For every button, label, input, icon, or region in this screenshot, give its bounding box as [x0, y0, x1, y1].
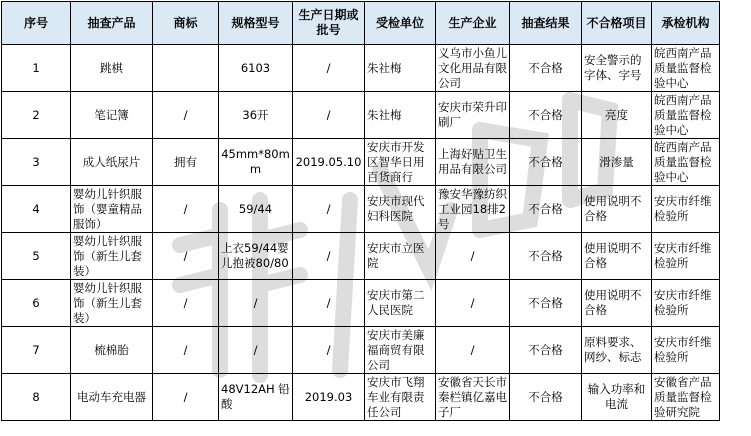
header-result: 抽查结果	[510, 2, 582, 45]
cell-spec: 上衣59/44婴儿抱被80/80	[219, 233, 293, 280]
table-row	[2, 186, 720, 233]
cell-inspected-unit: 安庆市开发区智华日用百货商行	[365, 139, 436, 186]
cell-spec: /	[219, 327, 293, 374]
cell-trademark: /	[153, 374, 219, 421]
header-seq: 序号	[2, 2, 71, 45]
cell-inspected-unit: 安庆市现代妇科医院	[365, 186, 436, 233]
cell-result: 不合格	[510, 92, 582, 139]
cell-failed-items: 输入功率和电流	[582, 374, 652, 421]
cell-manufacturer: /	[436, 233, 510, 280]
header-testing-agency: 承检机构	[652, 2, 720, 45]
cell-production-date: /	[293, 45, 365, 92]
cell-result: 不合格	[510, 233, 582, 280]
cell-spec: 36开	[219, 92, 293, 139]
table-body	[2, 45, 720, 421]
cell-result: 不合格	[510, 327, 582, 374]
cell-product: 婴幼儿针织服饰（新生儿套装）	[71, 233, 153, 280]
cell-testing-agency: 安徽省产品质量监督检验研究院	[652, 374, 720, 421]
cell-result: 不合格	[510, 374, 582, 421]
cell-manufacturer: /	[436, 280, 510, 327]
cell-testing-agency: 皖西南产品质量监督检验中心	[652, 92, 720, 139]
cell-result: 不合格	[510, 139, 582, 186]
cell-inspected-unit: 安庆市第二人民医院	[365, 280, 436, 327]
cell-product: 跳棋	[71, 45, 153, 92]
cell-spec: /	[219, 280, 293, 327]
cell-seq: 7	[2, 327, 71, 374]
cell-trademark: /	[153, 280, 219, 327]
table-row	[2, 327, 720, 374]
header-inspected-unit: 受检单位	[365, 2, 436, 45]
cell-production-date: /	[293, 327, 365, 374]
cell-trademark	[153, 45, 219, 92]
cell-seq: 5	[2, 233, 71, 280]
cell-production-date: 2019.03	[293, 374, 365, 421]
cell-trademark: /	[153, 233, 219, 280]
cell-failed-items: 原料要求、网纱、标志	[582, 327, 652, 374]
cell-manufacturer: 豫安华豫纺织工业园18排2号	[436, 186, 510, 233]
cell-testing-agency: 安庆市纤维检验所	[652, 327, 720, 374]
cell-inspected-unit: 安庆市飞翔车业有限责任公司	[365, 374, 436, 421]
cell-production-date: /	[293, 233, 365, 280]
cell-seq: 3	[2, 139, 71, 186]
cell-production-date: /	[293, 92, 365, 139]
header-failed-items: 不合格项目	[582, 2, 652, 45]
cell-product: 成人纸尿片	[71, 139, 153, 186]
cell-inspected-unit: 安庆市立医院	[365, 233, 436, 280]
cell-result: 不合格	[510, 45, 582, 92]
table-row	[2, 45, 720, 92]
cell-testing-agency: 安庆市纤维检验所	[652, 280, 720, 327]
cell-seq: 4	[2, 186, 71, 233]
cell-manufacturer: 安庆市荣升印刷厂	[436, 92, 510, 139]
cell-manufacturer: 义乌市小鱼儿文化用品有限公司	[436, 45, 510, 92]
sampling-results-table	[1, 1, 720, 421]
cell-failed-items: 安全警示的字体、字号	[582, 45, 652, 92]
table-row	[2, 233, 720, 280]
cell-manufacturer: 上海好贴卫生用品有限公司	[436, 139, 510, 186]
cell-product: 笔记簿	[71, 92, 153, 139]
cell-product: 电动车充电器	[71, 374, 153, 421]
table-row	[2, 374, 720, 421]
cell-production-date: /	[293, 186, 365, 233]
cell-failed-items: 使用说明不合格	[582, 233, 652, 280]
cell-failed-items: 使用说明不合格	[582, 280, 652, 327]
cell-product: 婴幼儿针织服饰（新生儿套装）	[71, 280, 153, 327]
cell-testing-agency: 安庆市纤维检验所	[652, 186, 720, 233]
cell-trademark: /	[153, 327, 219, 374]
cell-manufacturer: 安徽省天长市秦栏镇亿嘉电子厂	[436, 374, 510, 421]
cell-spec: 59/44	[219, 186, 293, 233]
cell-spec: 48V12AH 铅酸	[219, 374, 293, 421]
cell-seq: 8	[2, 374, 71, 421]
cell-production-date: /	[293, 280, 365, 327]
header-product: 抽查产品	[71, 2, 153, 45]
cell-spec: 6103	[219, 45, 293, 92]
header-trademark: 商标	[153, 2, 219, 45]
header-spec: 规格型号	[219, 2, 293, 45]
table-row	[2, 92, 720, 139]
cell-inspected-unit: 朱社梅	[365, 45, 436, 92]
cell-seq: 2	[2, 92, 71, 139]
cell-testing-agency: 皖西南产品质量监督检验中心	[652, 139, 720, 186]
cell-product: 婴幼儿针织服饰（婴童精品服饰）	[71, 186, 153, 233]
header-production-date: 生产日期或批号	[293, 2, 365, 45]
cell-failed-items: 亮度	[582, 92, 652, 139]
cell-production-date: 2019.05.10	[293, 139, 365, 186]
cell-failed-items: 滑渗量	[582, 139, 652, 186]
cell-failed-items: 使用说明不合格	[582, 186, 652, 233]
cell-testing-agency: 安庆市纤维检验所	[652, 233, 720, 280]
cell-spec: 45mm*80mm	[219, 139, 293, 186]
cell-result: 不合格	[510, 186, 582, 233]
cell-inspected-unit: 安庆市美廉福商贸有限公司	[365, 327, 436, 374]
cell-product: 梳棉胎	[71, 327, 153, 374]
header-row	[2, 2, 720, 45]
table-row	[2, 280, 720, 327]
cell-trademark: /	[153, 92, 219, 139]
table-header	[2, 2, 720, 45]
cell-result: 不合格	[510, 280, 582, 327]
cell-trademark: 拥有	[153, 139, 219, 186]
cell-inspected-unit: 朱社梅	[365, 92, 436, 139]
cell-testing-agency: 皖西南产品质量监督检验中心	[652, 45, 720, 92]
cell-manufacturer: /	[436, 327, 510, 374]
table-row	[2, 139, 720, 186]
cell-trademark: /	[153, 186, 219, 233]
header-manufacturer: 生产企业	[436, 2, 510, 45]
cell-seq: 6	[2, 280, 71, 327]
cell-seq: 1	[2, 45, 71, 92]
